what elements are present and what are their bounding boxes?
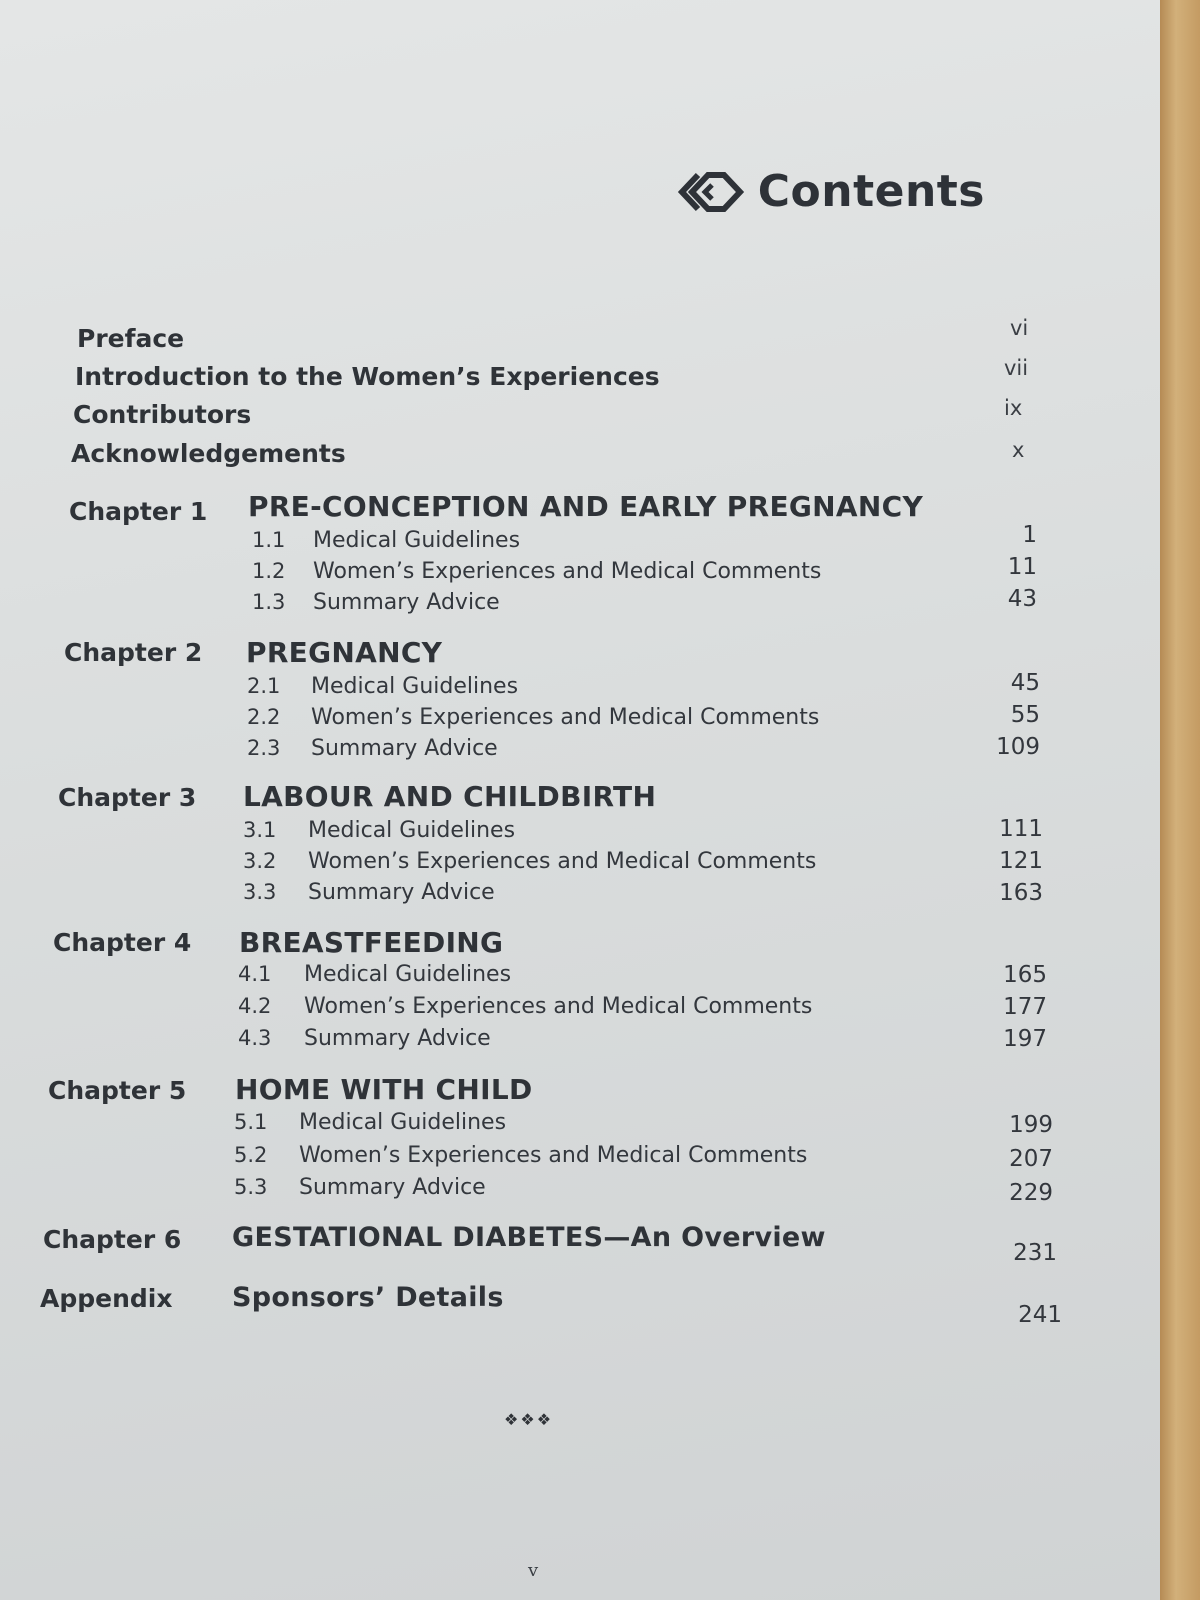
chapter-title: BREASTFEEDING — [239, 926, 504, 959]
section-page-number: 177 — [1003, 994, 1047, 1020]
chapter-title: GESTATIONAL DIABETES—An Overview — [232, 1222, 826, 1253]
chapter-title: Sponsors’ Details — [232, 1282, 504, 1313]
section-page-number: 165 — [1003, 962, 1047, 988]
section-title: Women’s Experiences and Medical Comments — [308, 849, 817, 874]
chapter-label: Chapter 2 — [64, 638, 203, 667]
diamond-ornament-icon: ❖❖❖ — [504, 1410, 554, 1429]
chapter-label: Chapter 5 — [48, 1076, 187, 1105]
section-title: Medical Guidelines — [308, 818, 516, 843]
section-page-number: 163 — [999, 880, 1043, 906]
section-number: 5.1 — [234, 1110, 268, 1134]
chapter-title: PREGNANCY — [246, 636, 443, 669]
section-page-number: 121 — [999, 848, 1043, 874]
section-number: 1.2 — [252, 559, 286, 583]
section-title: Summary Advice — [304, 1026, 491, 1051]
front-matter-page: vi — [1010, 316, 1029, 340]
chapter-title: HOME WITH CHILD — [235, 1073, 533, 1106]
section-number: 1.1 — [252, 528, 286, 552]
front-matter-item: Introduction to the Women’s Experiences — [75, 362, 660, 391]
section-number: 3.1 — [243, 818, 277, 842]
contents-heading — [678, 166, 985, 217]
front-matter-item: Acknowledgements — [71, 439, 346, 468]
section-number: 2.1 — [247, 674, 281, 698]
section-number: 4.1 — [238, 962, 272, 986]
chapter-label: Chapter 6 — [43, 1225, 182, 1254]
section-page-number: 43 — [1007, 586, 1037, 612]
section-page-number: 1 — [1022, 522, 1037, 548]
chapter-title: LABOUR AND CHILDBIRTH — [243, 780, 657, 813]
chapter-label: Chapter 3 — [58, 783, 197, 812]
section-title: Summary Advice — [313, 590, 500, 615]
section-number: 1.3 — [252, 590, 286, 614]
front-matter-page: x — [1012, 438, 1025, 462]
chapter-title: PRE-CONCEPTION AND EARLY PREGNANCY — [248, 490, 924, 523]
chapter-label: Chapter 1 — [69, 497, 208, 526]
section-page-number: 111 — [999, 816, 1043, 842]
section-title: Summary Advice — [311, 736, 498, 761]
section-page-number: 199 — [1009, 1112, 1053, 1138]
section-title: Women’s Experiences and Medical Comments — [311, 705, 820, 730]
section-page-number: 207 — [1009, 1146, 1053, 1172]
front-matter-item: Contributors — [73, 400, 252, 429]
double-chevron-icon — [678, 171, 744, 213]
chapter-page-number: 241 — [1018, 1302, 1062, 1328]
section-number: 4.2 — [238, 994, 272, 1018]
section-title: Summary Advice — [299, 1175, 486, 1200]
section-number: 5.2 — [234, 1143, 268, 1167]
section-page-number: 197 — [1003, 1026, 1047, 1052]
section-page-number: 45 — [1010, 670, 1040, 696]
chapter-label: Chapter 4 — [53, 928, 192, 957]
section-title: Women’s Experiences and Medical Comments — [299, 1143, 808, 1168]
page-title: Contents — [757, 166, 985, 217]
section-title: Medical Guidelines — [299, 1110, 507, 1135]
section-page-number: 11 — [1007, 554, 1037, 580]
section-title: Medical Guidelines — [304, 962, 512, 987]
chapter-label: Appendix — [40, 1284, 173, 1313]
section-title: Women’s Experiences and Medical Comments — [304, 994, 813, 1019]
section-title: Women’s Experiences and Medical Comments — [313, 559, 822, 584]
section-number: 4.3 — [238, 1026, 272, 1050]
front-matter-page: ix — [1004, 396, 1023, 420]
section-page-number: 55 — [1010, 702, 1040, 728]
section-title: Medical Guidelines — [311, 674, 519, 699]
front-matter-item: Preface — [77, 324, 185, 353]
section-number: 2.2 — [247, 705, 281, 729]
section-number: 5.3 — [234, 1175, 268, 1199]
section-number: 3.2 — [243, 849, 277, 873]
front-matter-page: vii — [1004, 356, 1029, 380]
section-page-number: 229 — [1009, 1180, 1053, 1206]
page-stack-edge — [1160, 0, 1200, 1600]
section-title: Summary Advice — [308, 880, 495, 905]
chapter-page-number: 231 — [1013, 1240, 1057, 1266]
section-number: 3.3 — [243, 880, 277, 904]
section-title: Medical Guidelines — [313, 528, 521, 553]
section-number: 2.3 — [247, 736, 281, 760]
page-number: v — [528, 1560, 539, 1581]
section-page-number: 109 — [996, 734, 1040, 760]
